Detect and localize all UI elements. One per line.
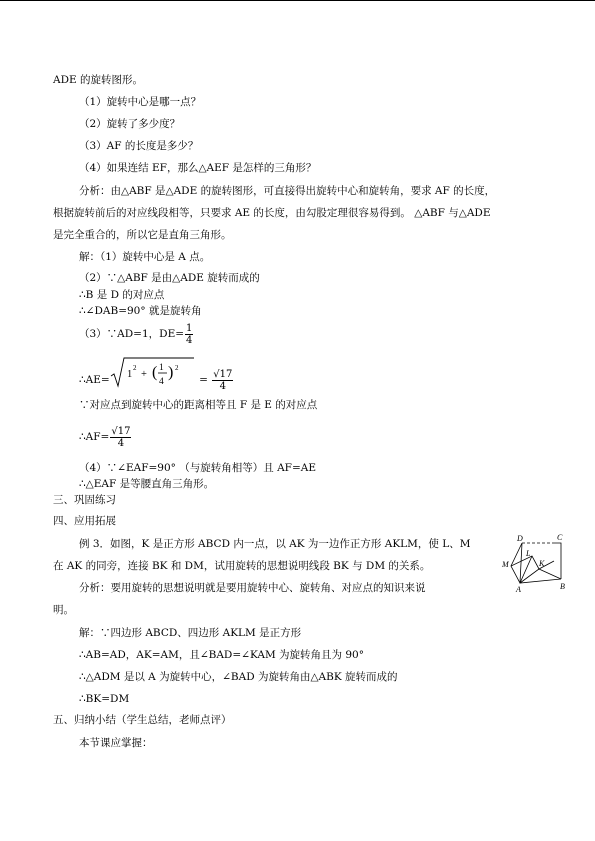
question-1: （1）旋转中心是哪一点？ bbox=[79, 96, 202, 108]
label-d: D bbox=[517, 534, 523, 543]
section-heading-5: 五、归纳小结（学生总结，老师点评） bbox=[53, 714, 232, 726]
section-heading-4: 四、应用拓展 bbox=[53, 515, 116, 527]
summary-line: 本节课应掌握： bbox=[79, 737, 153, 749]
solution-line: （4）∵∠EAF=90° （与旋转角相等）且 AF=AE bbox=[79, 462, 317, 474]
solution-line: 解：（1）旋转中心是 A 点。 bbox=[79, 251, 211, 263]
fraction-one-quarter bbox=[185, 323, 193, 346]
fraction-numerator: √17 bbox=[213, 368, 233, 380]
label-l: L bbox=[526, 549, 531, 558]
segment-dm bbox=[511, 543, 522, 566]
radical-one: 1 bbox=[126, 369, 132, 380]
question-3: （3）AF 的长度是多少？ bbox=[79, 140, 199, 152]
fraction-root17-over-4 bbox=[110, 426, 131, 449]
radical-exponent-2: 2 bbox=[174, 364, 179, 372]
example-line: 在 AK 的同旁，连接 BK 和 DM，试用旋转的思想说明线段 BK 与 DM 的关系。 bbox=[53, 560, 431, 572]
label-c: C bbox=[557, 533, 563, 542]
analysis-line: 分析：由△ABF 是△ADE 的旋转图形，可直接得出旋转中心和旋转角，要求 AF 的长度， bbox=[79, 185, 496, 197]
question-4: （4）如果连结 EF，那么△AEF 是怎样的三角形？ bbox=[79, 162, 317, 174]
analysis-line: 是完全重合的，所以它是直角三角形。 bbox=[53, 229, 232, 241]
solution-line: ∴∠DAB=90° 就是旋转角 bbox=[79, 305, 202, 317]
label-a: A bbox=[516, 585, 521, 594]
example-solution: 解：∵四边形 ABCD、四边形 AKLM 是正方形 bbox=[79, 627, 302, 639]
solution-line: ∵对应点到旋转中心的距离相等且 F 是 E 的对应点 bbox=[79, 399, 318, 411]
fraction-root17-over-4 bbox=[212, 369, 233, 392]
radical-frac-numerator: 1 bbox=[158, 363, 164, 373]
label-b: B bbox=[560, 582, 565, 591]
example-solution: ∴BK=DM bbox=[79, 693, 130, 705]
square-rotation-figure bbox=[499, 531, 573, 595]
equals-sign: = bbox=[195, 374, 212, 386]
fraction-denominator: 4 bbox=[219, 380, 226, 392]
page-top-border bbox=[0, 0, 595, 1]
label-k: K bbox=[539, 559, 545, 568]
fraction-numerator: 1 bbox=[186, 322, 193, 334]
radical-plus: + bbox=[140, 369, 147, 380]
solution-line: ∴B 是 D 的对应点 bbox=[79, 289, 165, 301]
left-paren: ( bbox=[151, 364, 158, 381]
solution-af-line bbox=[79, 422, 131, 452]
right-paren: ) bbox=[167, 364, 174, 381]
square-root-expression bbox=[110, 356, 196, 404]
radical-frac-denominator: 4 bbox=[158, 377, 164, 387]
solution-de-text: （3）∵AD=1，DE= bbox=[79, 328, 185, 340]
fraction-numerator: √17 bbox=[111, 425, 131, 437]
radical-svg bbox=[110, 356, 196, 390]
analysis-line: 根据旋转前后的对应线段相等，只要求 AE 的长度，由勾股定理很容易得到。 △ABF 与△ADE bbox=[53, 207, 491, 219]
solution-ae-text: ∴AE= bbox=[79, 374, 110, 386]
solution-af-text: ∴AF= bbox=[79, 431, 110, 443]
example-solution: ∴△ADM 是以 A 为旋转中心，∠BAD 为旋转角由△ABK 旋转而成的 bbox=[79, 671, 398, 683]
solution-line: （2）∵△ABF 是由△ADE 旋转而成的 bbox=[79, 272, 260, 284]
text-line: ADE 的旋转图形。 bbox=[53, 74, 144, 86]
question-2: （2）旋转了多少度？ bbox=[79, 118, 181, 130]
segment-kb bbox=[539, 569, 561, 579]
fraction-denominator: 4 bbox=[186, 334, 193, 346]
solution-de-line bbox=[79, 319, 193, 349]
square-aklm bbox=[511, 556, 539, 583]
solution-line: ∴△EAF 是等腰直角三角形。 bbox=[79, 478, 215, 490]
fraction-denominator: 4 bbox=[117, 437, 125, 449]
radical-exponent: 2 bbox=[132, 364, 137, 372]
example-line: 例 3．如图，K 是正方形 ABCD 内一点，以 AK 为一边作正方形 AKLM，使 L、M bbox=[79, 538, 471, 550]
solution-ae-line bbox=[79, 356, 233, 404]
label-m: M bbox=[502, 560, 509, 569]
example-analysis: 分析：要用旋转的思想说明就是要用旋转中心、旋转角、对应点的知识来说 bbox=[79, 582, 426, 594]
example-solution: ∴AB=AD，AK=AM，且∠BAD=∠KAM 为旋转角且为 90° bbox=[79, 649, 364, 661]
example-analysis: 明。 bbox=[53, 604, 74, 616]
section-heading-3: 三、巩固练习 bbox=[53, 494, 116, 506]
